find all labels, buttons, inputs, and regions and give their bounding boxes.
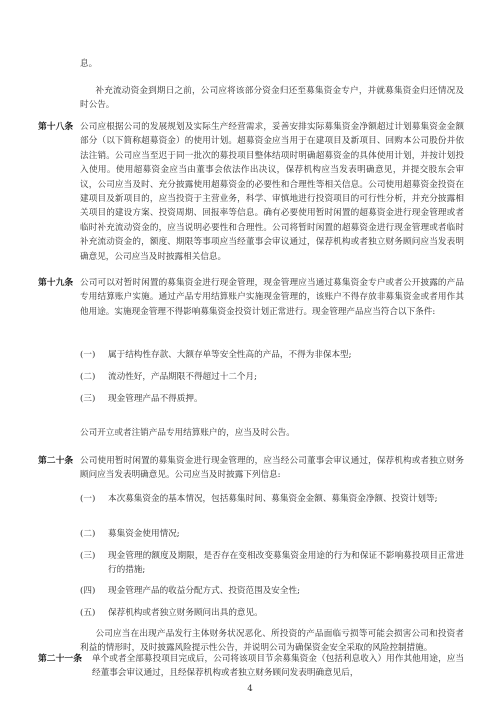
item-number: (一) xyxy=(80,350,96,360)
paragraph-tail: 息。 xyxy=(80,59,98,69)
article-20-item-4 xyxy=(80,584,464,598)
article-18-label: 第十八条 xyxy=(38,122,74,132)
article-21-text: 单个或者全部募投项目完成后，公司将该项目节余募集资金（包括利息收入）用作其他用途，应当经董事会审议通过，且经保荐机构或者独立财务顾问发表明确意见后， xyxy=(92,654,464,679)
item-number: (五) xyxy=(80,608,96,618)
item-text: 流动性好，产品期限不得超过十二个月; xyxy=(108,372,257,382)
page-number: 4 xyxy=(247,684,253,694)
article-20-label: 第二十条 xyxy=(38,456,74,466)
paragraph-repay: 补充流动资金到期日之前，公司应将该部分资金归还至募集资金专户，并就募集资金归还情况及时公告。 xyxy=(80,86,464,111)
article-19-item-2 xyxy=(80,370,464,384)
item-text: 现金管理的额度及期限，是否存在变相改变募集资金用途的行为和保证不影响募投项目正常进行的措施; xyxy=(108,551,464,576)
item-number: (二) xyxy=(80,529,96,539)
article-20-item-5 xyxy=(80,606,464,620)
article-20-text: 公司使用暂时闲置的募集资金进行现金管理的，应当经公司董事会审议通过，保荐机构或者独立财务顾问应当发表明确意见。公司应当及时披露下列信息: xyxy=(80,456,464,481)
item-text: 属于结构性存款、大额存单等安全性高的产品，不得为非保本型; xyxy=(108,350,352,360)
item-number: (二) xyxy=(80,372,96,382)
item-number: (三) xyxy=(80,394,96,404)
article-18-text: 公司应根据公司的发展规划及实际生产经营需求，妥善安排实际募集资金净额超过计划募集资金金额部分（以下简称超募资金）的使用计划。超募资金应当用于在建项目及新项目、回购本公司股份并依法注销。公司应当至迟于同一批次的募投项目整体结项时明确超募资金的具体使用计划，并按计划投入使用。使用超募资金应当由董事会依法作出决议，保荐机构应当发表明确意见，并提交股东会审议，公司应当及时、充分披露使用超募资金的必要性和合理性等相关信息。公司使用超募资金投资在建项目及新项目的，应当投资于主营业务，科学、审慎地进行投资项目的可行性分析，并充分披露相关项目的建设方案、投资周期、回报率等信息。确有必要使用暂时闲置的超募资金进行现金管理或者临时补充流动资金的，应当说明必要性和合理性。公司将暂时闲置的超募资金进行现金管理或者临时补充流动资金的，额度、期限等事项应当经董事会审议通过，保荐机构或者独立财务顾问应当发表明确意见，公司应当及时披露相关信息。 xyxy=(80,122,464,262)
article-20-item-1 xyxy=(80,492,464,506)
item-text: 保荐机构或者独立财务顾问出具的意见。 xyxy=(108,608,263,618)
article-19-after: 公司开立或者注销产品专用结算账户的，应当及时公告。 xyxy=(80,428,295,438)
item-text: 现金管理产品不得质押。 xyxy=(108,394,203,404)
item-text: 现金管理产品的收益分配方式、投资范围及安全性; xyxy=(108,586,300,596)
article-20-item-3 xyxy=(80,549,464,578)
item-number: (三) xyxy=(80,551,96,561)
article-19-text: 公司可以对暂时闲置的募集资金进行现金管理，现金管理应当通过募集资金专户或者公开披露的产品专用结算账户实施。通过产品专用结算账户实施现金管理的，该账户不得存放非募集资金或者用作其他用途。实施现金管理不得影响募集资金投资计划正常进行。现金管理产品应当符合以下条件: xyxy=(80,278,464,317)
article-21-label: 第二十一条 xyxy=(38,654,82,664)
article-19-label: 第十九条 xyxy=(38,278,74,288)
item-number: (四) xyxy=(80,586,96,596)
item-text: 募集资金使用情况; xyxy=(108,529,180,539)
item-text: 本次募集资金的基本情况，包括募集时间、募集资金金额、募集资金净额、投资计划等; xyxy=(108,494,438,504)
article-20-item-2 xyxy=(80,527,464,541)
item-number: (一) xyxy=(80,494,96,504)
article-19-item-1 xyxy=(80,348,464,362)
article-19-item-3 xyxy=(80,392,464,406)
article-20-after: 公司应当在出现产品发行主体财务状况恶化、所投资的产品面临亏损等可能会损害公司和投资者利益的情形时，及时披露风险提示性公告，并说明公司为确保资金安全采取的风险控制措施。 xyxy=(80,629,464,654)
